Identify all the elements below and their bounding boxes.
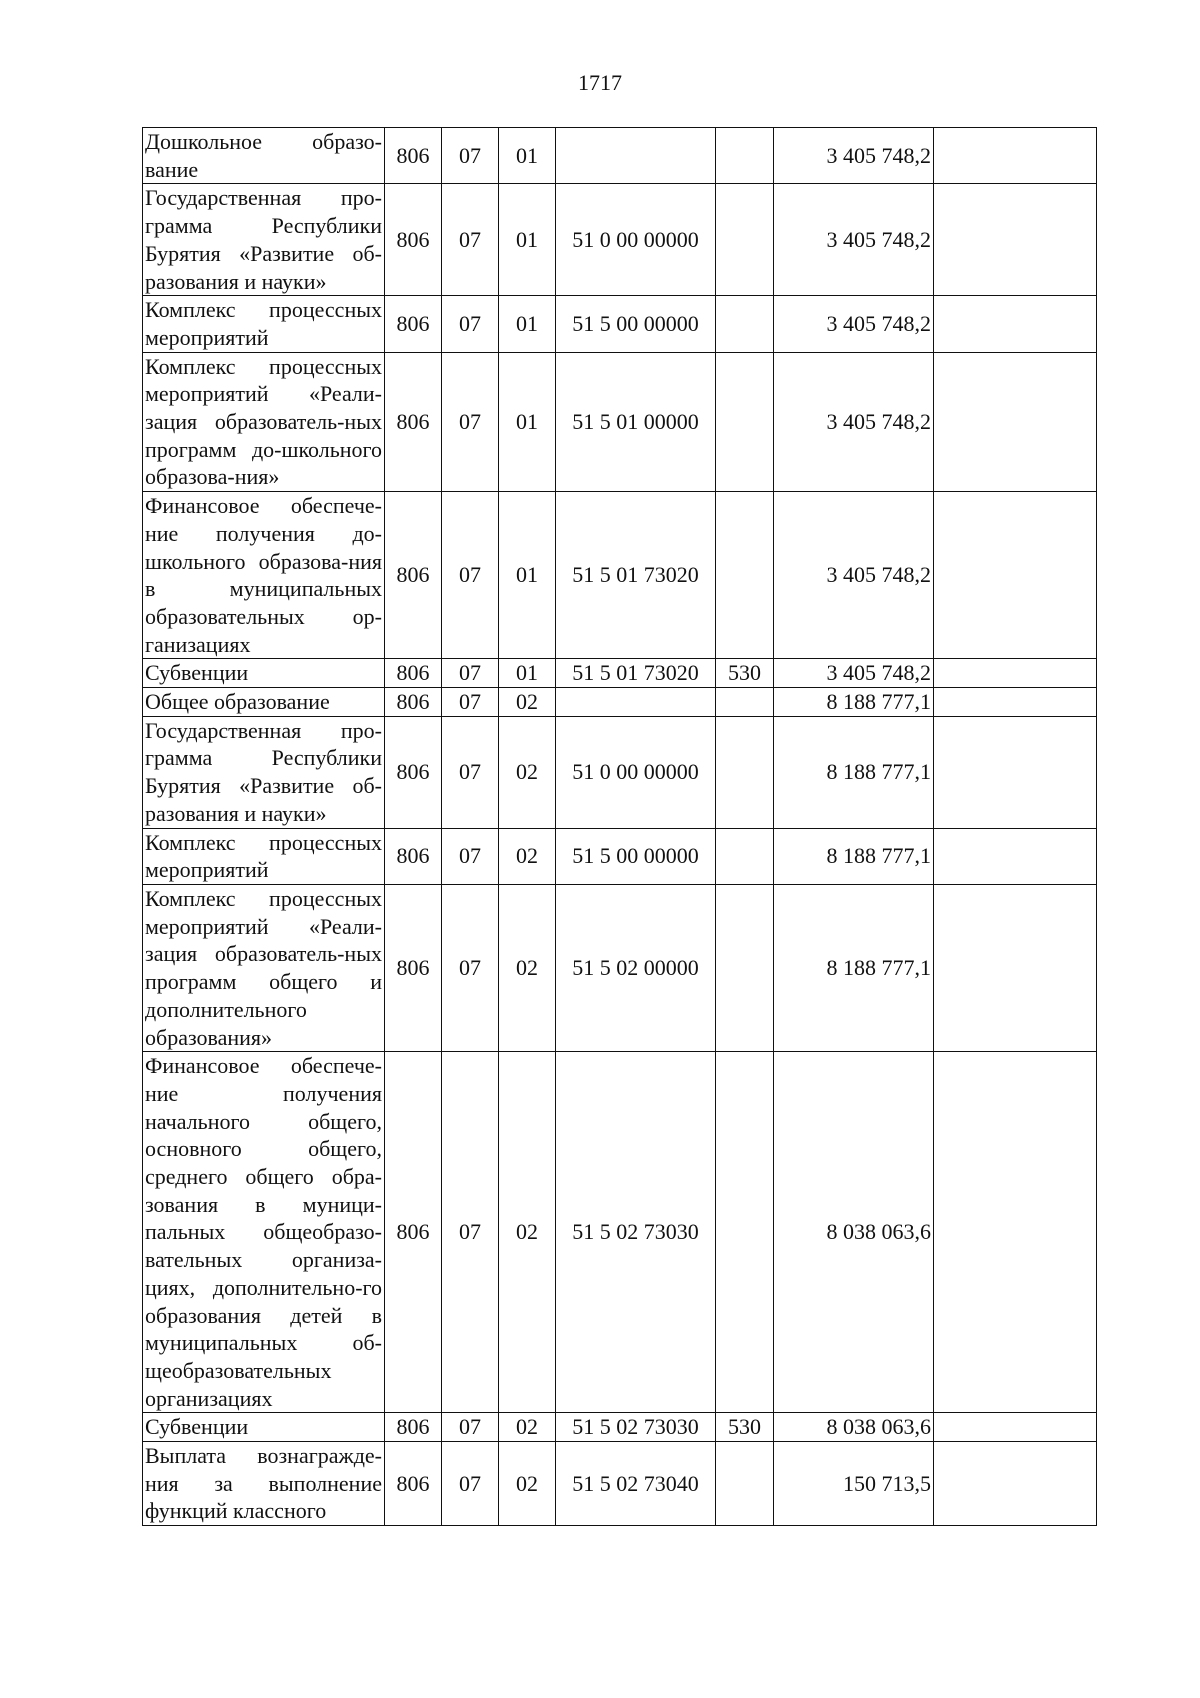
amount-cell: 8 188 777,1 [774, 716, 934, 828]
subsection-code-cell: 02 [499, 1052, 556, 1413]
amount-cell: 8 188 777,1 [774, 688, 934, 717]
budget-table [142, 127, 1097, 1526]
extra-cell [934, 884, 1097, 1051]
subsection-code-cell: 02 [499, 716, 556, 828]
subsection-code-cell: 01 [499, 659, 556, 688]
extra-cell [934, 1442, 1097, 1526]
ministry-code-cell: 806 [385, 352, 442, 492]
target-article-cell: 51 5 02 73030 [556, 1052, 716, 1413]
extra-cell [934, 659, 1097, 688]
target-article-cell: 51 5 01 73020 [556, 659, 716, 688]
expense-type-cell [716, 716, 774, 828]
extra-cell [934, 184, 1097, 296]
ministry-code-cell: 806 [385, 1413, 442, 1442]
item-name-cell: Субвенции [143, 1413, 385, 1442]
table-row [143, 1052, 1097, 1413]
expense-type-cell [716, 128, 774, 184]
section-code-cell: 07 [442, 659, 499, 688]
item-name-cell: Государственная про-грамма Республики Бурятия «Развитие об-разования и науки» [143, 716, 385, 828]
extra-cell [934, 128, 1097, 184]
amount-cell: 150 713,5 [774, 1442, 934, 1526]
table-body [143, 128, 1097, 1526]
table-row [143, 659, 1097, 688]
expense-type-cell: 530 [716, 659, 774, 688]
expense-type-cell [716, 884, 774, 1051]
subsection-code-cell: 02 [499, 1413, 556, 1442]
extra-cell [934, 688, 1097, 717]
table-row [143, 828, 1097, 884]
ministry-code-cell: 806 [385, 828, 442, 884]
target-article-cell: 51 5 00 00000 [556, 296, 716, 352]
ministry-code-cell: 806 [385, 296, 442, 352]
table-row [143, 688, 1097, 717]
section-code-cell: 07 [442, 352, 499, 492]
ministry-code-cell: 806 [385, 1052, 442, 1413]
amount-cell: 3 405 748,2 [774, 659, 934, 688]
extra-cell [934, 1052, 1097, 1413]
table-row [143, 352, 1097, 492]
section-code-cell: 07 [442, 716, 499, 828]
item-name-cell: Дошкольное образо-вание [143, 128, 385, 184]
expense-type-cell [716, 688, 774, 717]
expense-type-cell [716, 352, 774, 492]
ministry-code-cell: 806 [385, 128, 442, 184]
item-name-cell: Общее образование [143, 688, 385, 717]
expense-type-cell [716, 492, 774, 659]
subsection-code-cell: 02 [499, 688, 556, 717]
subsection-code-cell: 02 [499, 1442, 556, 1526]
expense-type-cell [716, 296, 774, 352]
amount-cell: 8 038 063,6 [774, 1052, 934, 1413]
extra-cell [934, 296, 1097, 352]
item-name-cell: Комплекс процессных мероприятий «Реали-зация образователь-ных программ до-школьного образова-ния» [143, 352, 385, 492]
section-code-cell: 07 [442, 828, 499, 884]
item-name-cell: Государственная про-грамма Республики Бурятия «Развитие об-разования и науки» [143, 184, 385, 296]
item-name-cell: Финансовое обеспече-ние получения до-школьного образова-ния в муниципальных образовательных ор-ганизациях [143, 492, 385, 659]
amount-cell: 3 405 748,2 [774, 296, 934, 352]
amount-cell: 3 405 748,2 [774, 128, 934, 184]
subsection-code-cell: 02 [499, 884, 556, 1051]
table-row [143, 184, 1097, 296]
table-row [143, 128, 1097, 184]
target-article-cell: 51 0 00 00000 [556, 184, 716, 296]
table-row [143, 1413, 1097, 1442]
subsection-code-cell: 02 [499, 828, 556, 884]
ministry-code-cell: 806 [385, 884, 442, 1051]
section-code-cell: 07 [442, 1052, 499, 1413]
amount-cell: 3 405 748,2 [774, 352, 934, 492]
expense-type-cell [716, 1442, 774, 1526]
ministry-code-cell: 806 [385, 492, 442, 659]
table-row [143, 884, 1097, 1051]
table-row [143, 716, 1097, 828]
page-number: 1717 [578, 70, 622, 95]
section-code-cell: 07 [442, 884, 499, 1051]
amount-cell: 3 405 748,2 [774, 492, 934, 659]
ministry-code-cell: 806 [385, 184, 442, 296]
section-code-cell: 07 [442, 184, 499, 296]
subsection-code-cell: 01 [499, 492, 556, 659]
item-name-cell: Комплекс процессных мероприятий [143, 828, 385, 884]
item-name-cell: Комплекс процессных мероприятий [143, 296, 385, 352]
expense-type-cell: 530 [716, 1413, 774, 1442]
subsection-code-cell: 01 [499, 128, 556, 184]
section-code-cell: 07 [442, 296, 499, 352]
amount-cell: 3 405 748,2 [774, 184, 934, 296]
amount-cell: 8 188 777,1 [774, 828, 934, 884]
ministry-code-cell: 806 [385, 716, 442, 828]
target-article-cell: 51 5 02 00000 [556, 884, 716, 1051]
subsection-code-cell: 01 [499, 352, 556, 492]
ministry-code-cell: 806 [385, 688, 442, 717]
ministry-code-cell: 806 [385, 1442, 442, 1526]
target-article-cell [556, 128, 716, 184]
table-row [143, 1442, 1097, 1526]
target-article-cell: 51 5 00 00000 [556, 828, 716, 884]
target-article-cell: 51 5 02 73040 [556, 1442, 716, 1526]
extra-cell [934, 828, 1097, 884]
section-code-cell: 07 [442, 688, 499, 717]
ministry-code-cell: 806 [385, 659, 442, 688]
subsection-code-cell: 01 [499, 296, 556, 352]
expense-type-cell [716, 184, 774, 296]
extra-cell [934, 716, 1097, 828]
section-code-cell: 07 [442, 1413, 499, 1442]
item-name-cell: Комплекс процессных мероприятий «Реали-зация образователь-ных программ общего и дополнительного образования» [143, 884, 385, 1051]
target-article-cell [556, 688, 716, 717]
subsection-code-cell: 01 [499, 184, 556, 296]
section-code-cell: 07 [442, 128, 499, 184]
table-row [143, 296, 1097, 352]
table-row [143, 492, 1097, 659]
target-article-cell: 51 5 02 73030 [556, 1413, 716, 1442]
item-name-cell: Выплата вознагражде-ния за выполнение функций классного [143, 1442, 385, 1526]
target-article-cell: 51 5 01 73020 [556, 492, 716, 659]
amount-cell: 8 038 063,6 [774, 1413, 934, 1442]
section-code-cell: 07 [442, 1442, 499, 1526]
item-name-cell: Финансовое обеспече-ние получения начального общего, основного общего, среднего общего обра-зования в муници-пальных общеобразо-вательных организа-циях, дополнительно-го образования детей в муниципальных об-щеобразовательных организациях [143, 1052, 385, 1413]
item-name-cell: Субвенции [143, 659, 385, 688]
section-code-cell: 07 [442, 492, 499, 659]
extra-cell [934, 352, 1097, 492]
expense-type-cell [716, 828, 774, 884]
amount-cell: 8 188 777,1 [774, 884, 934, 1051]
target-article-cell: 51 0 00 00000 [556, 716, 716, 828]
extra-cell [934, 492, 1097, 659]
expense-type-cell [716, 1052, 774, 1413]
target-article-cell: 51 5 01 00000 [556, 352, 716, 492]
extra-cell [934, 1413, 1097, 1442]
